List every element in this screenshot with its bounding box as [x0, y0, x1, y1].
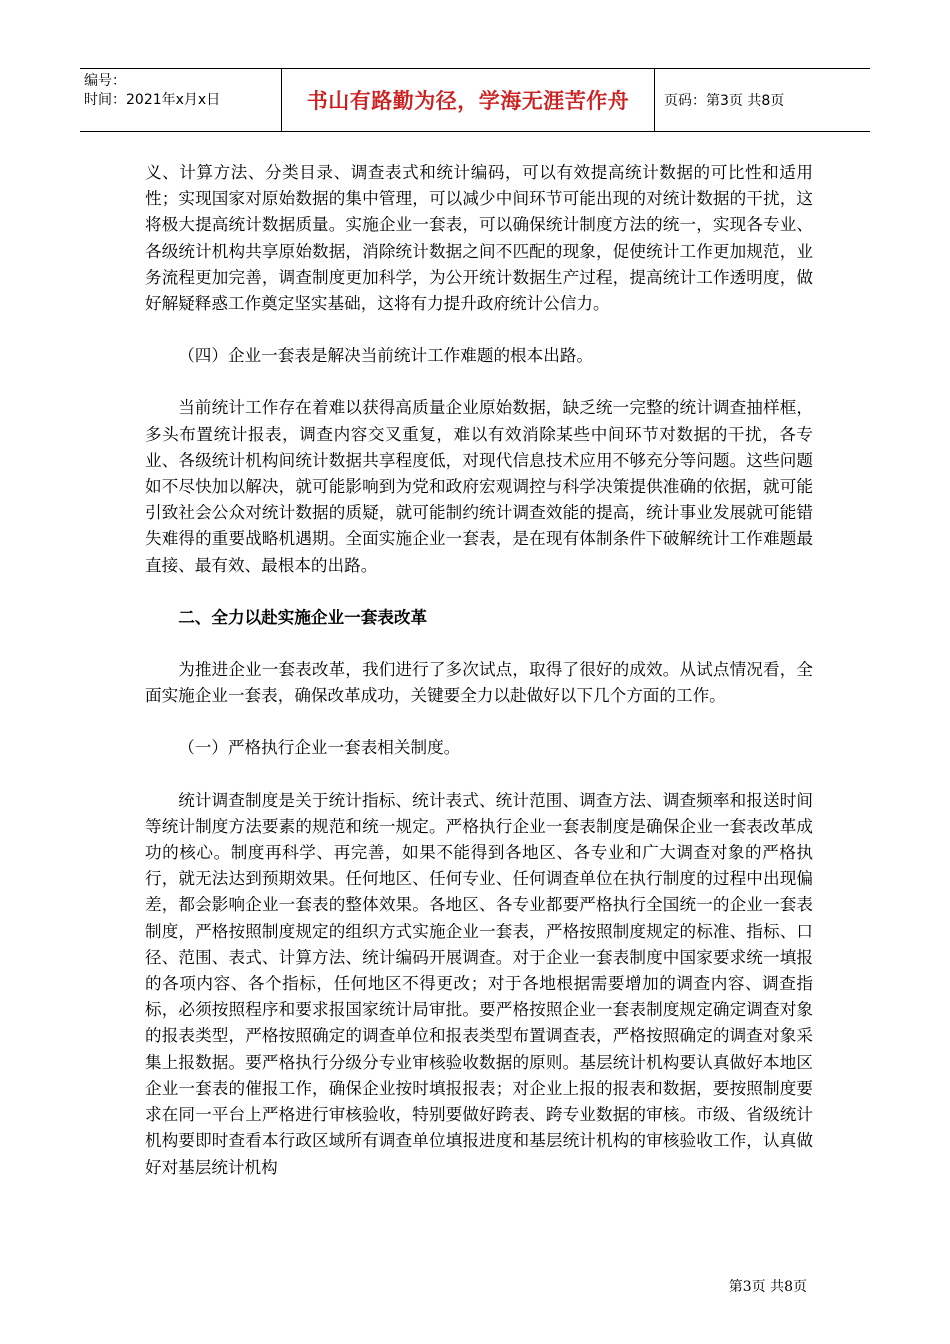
document-number-label: 编号： [84, 73, 126, 89]
paragraph-1: 义、计算方法、分类目录、调查表式和统计编码，可以有效提高统计数据的可比性和适用性；实现国家对原始数据的集中管理，可以减少中间环节可能出现的对统计数据的干扰，这将极大提高统计数据质量。实施企业一套表，可以确保统计制度方法的统一，实现各专业、各级统计机构共享原始数据，消除统计数据之间不匹配的现象，促使统计工作更加规范，业务流程更加完善，调查制度更加科学，为公开统计数据生产过程，提高统计工作透明度，做好解疑释惑工作奠定坚实基础，这将有力提升政府统计公信力。 [145, 163, 813, 314]
header-page-code: 页码：第3页 共8页 [664, 93, 785, 109]
section-heading-2: 二、全力以赴实施企业一套表改革 [178, 607, 428, 627]
page-header [80, 68, 870, 132]
paragraph-2: 当前统计工作存在着难以获得高质量企业原始数据，缺乏统一完整的统计调查抽样框，多头布置统计报表，调查内容交叉重复，难以有效消除某些中间环节对数据的干扰，各专业、各级统计机构间统计数据共享程度低，对现代信息技术应用不够充分等问题。这些问题如不尽快加以解决，就可能影响到为党和政府宏观调控与科学决策提供准确的依据，就可能引致社会公众对统计数据的质疑，就可能制约统计调查效能的提高，统计事业发展就可能错失难得的重要战略机遇期。全面实施企业一套表，是在现有体制条件下破解统计工作难题最直接、最有效、最根本的出路。 [145, 398, 813, 575]
section-subheading-4: （四）企业一套表是解决当前统计工作难题的根本出路。 [178, 346, 594, 366]
page-footer: 第3页 共8页 [728, 1279, 807, 1295]
header-meta [80, 69, 282, 131]
paragraph-4: 统计调查制度是关于统计指标、统计表式、统计范围、调查方法、调查频率和报送时间等统计制度方法要素的规范和统一规定。严格执行企业一套表制度是确保企业一套表改革成功的核心。制度再科学、再完善，如果不能得到各地区、各专业和广大调查对象的严格执行，就无法达到预期效果。任何地区、任何专业、任何调查单位在执行制度的过程中出现偏差，都会影响企业一套表的整体效果。各地区、各专业都要严格执行全国统一的企业一套表制度，严格按照制度规定的组织方式实施企业一套表，严格按照制度规定的标准、指标、口径、范围、表式、计算方法、统计编码开展调查。对于企业一套表制度中国家要求统一填报的各项内容、各个指标，任何地区不得更改；对于各地根据需要增加的调查内容、调查指标，必须按照程序和要求报国家统计局审批。要严格按照企业一套表制度规定确定调查对象的报表类型，严格按照确定的调查单位和报表类型布置调查表，严格按照确定的调查对象采集上报数据。要严格执行分级分专业审核验收数据的原则。基层统计机构要认真做好本地区企业一套表的催报工作，确保企业按时填报报表；对企业上报的报表和数据，要按照制度要求在同一平台上严格进行审核验收，特别要做好跨表、跨专业数据的审核。市级、省级统计机构要即时查看本行政区域所有调查单位填报进度和基层统计机构的审核验收工作，认真做好对基层统计机构 [145, 790, 813, 1177]
document-body [145, 160, 813, 1181]
section-subheading-1: （一）严格执行企业一套表相关制度。 [178, 738, 461, 758]
paragraph-3: 为推进企业一套表改革，我们进行了多次试点，取得了很好的成效。从试点情况看，全面实施企业一套表，确保改革成功，关键要全力以赴做好以下几个方面的工作。 [145, 660, 813, 706]
header-motto: 书山有路勤为径，学海无涯苦作舟 [282, 69, 655, 131]
document-time-label: 时间：2021年x月x日 [84, 92, 221, 108]
